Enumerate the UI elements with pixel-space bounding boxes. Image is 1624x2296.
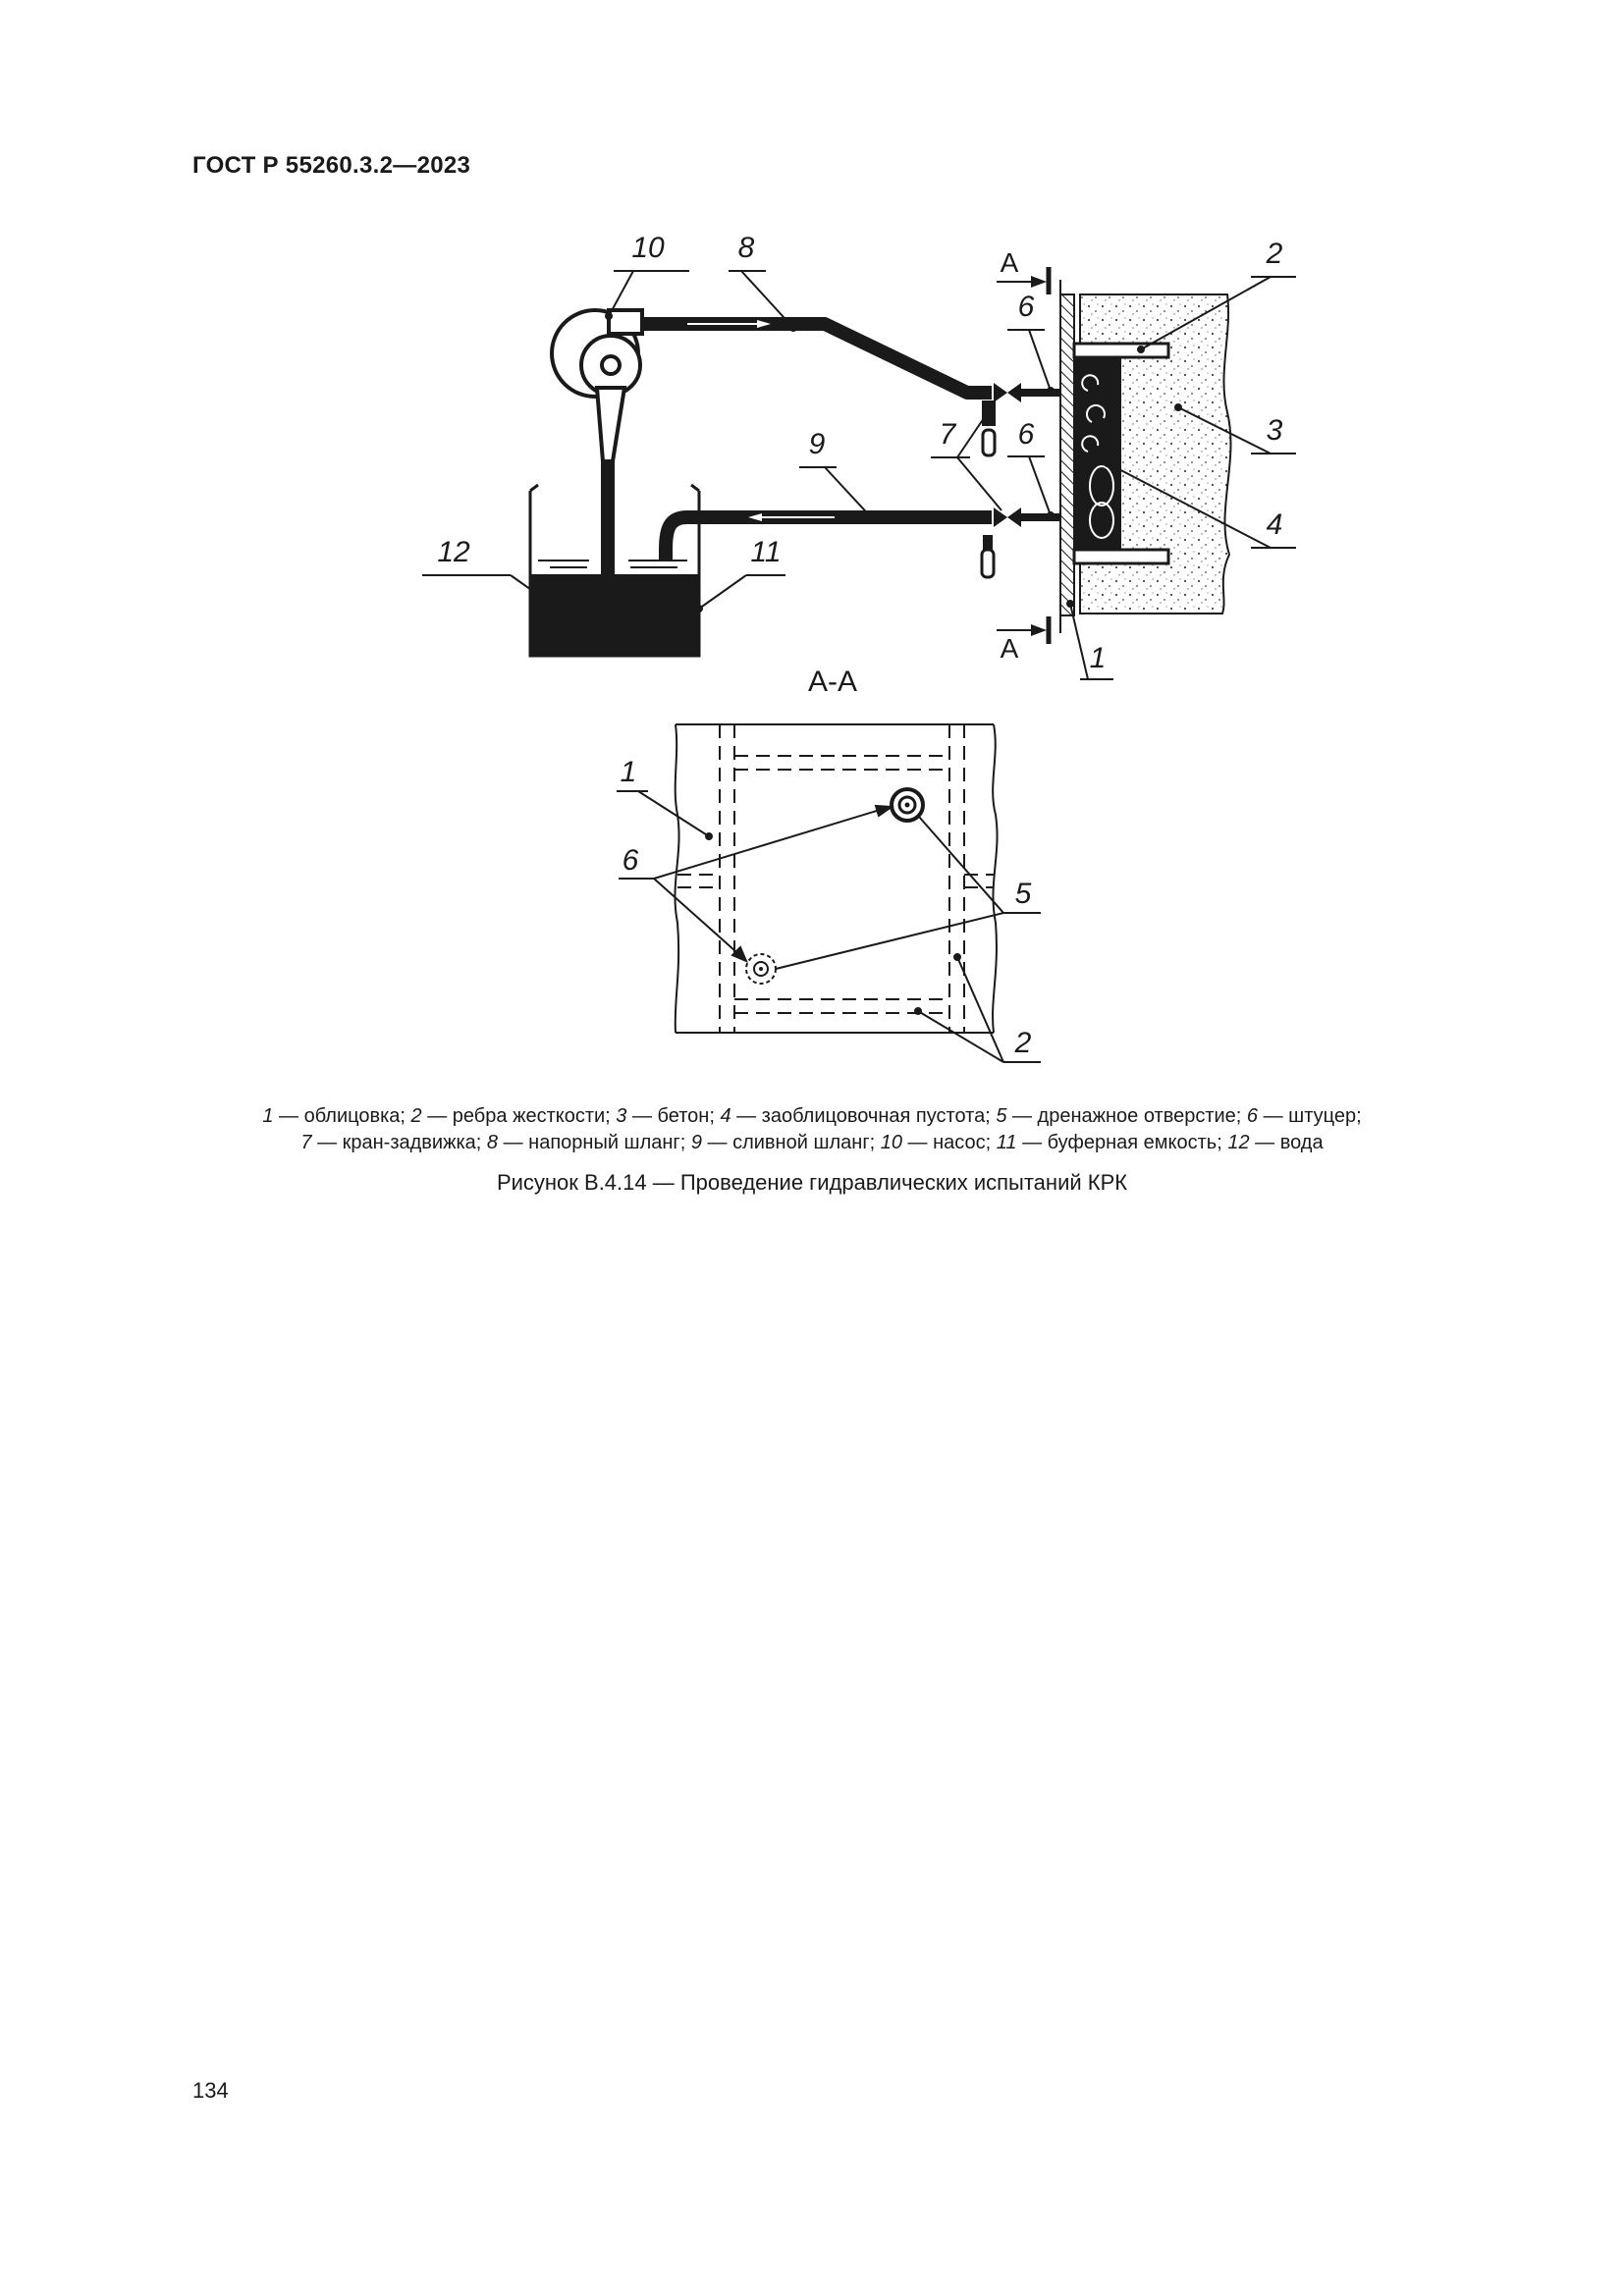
legend-text: — кран-задвижка; bbox=[311, 1132, 487, 1153]
legend-number: 10 bbox=[880, 1132, 902, 1153]
section-title: А-А bbox=[807, 666, 858, 698]
label-pressure-hose: 8 bbox=[737, 232, 755, 264]
section-mark-top: А bbox=[1000, 247, 1019, 278]
section-label-cladding: 1 bbox=[620, 756, 637, 788]
drain-hole-top-icon bbox=[892, 789, 923, 821]
pump-icon bbox=[552, 310, 642, 461]
legend-text: — буферная емкость; bbox=[1016, 1132, 1228, 1153]
legend-number: 3 bbox=[616, 1105, 627, 1127]
legend-text: — насос; bbox=[902, 1132, 997, 1153]
legend-number: 8 bbox=[486, 1132, 499, 1153]
legend-text: — вода bbox=[1249, 1132, 1324, 1153]
cladding-plate bbox=[1060, 294, 1074, 615]
water-fill bbox=[530, 574, 699, 656]
legend-number: 1 bbox=[262, 1105, 274, 1127]
label-fitting-bottom: 6 bbox=[1017, 418, 1035, 451]
label-tank: 11 bbox=[750, 536, 782, 568]
legend-number: 9 bbox=[690, 1132, 702, 1153]
label-pump: 10 bbox=[631, 232, 665, 264]
figure-legend bbox=[147, 1103, 1477, 1156]
label-fitting-top: 6 bbox=[1017, 291, 1035, 323]
legend-text: — штуцер; bbox=[1258, 1105, 1362, 1127]
legend-number: 6 bbox=[1246, 1105, 1259, 1127]
rib-bottom bbox=[1074, 550, 1168, 563]
label-water: 12 bbox=[437, 536, 470, 568]
page-number: 134 bbox=[192, 2078, 229, 2103]
legend-number: 4 bbox=[720, 1105, 731, 1127]
pressure-hose bbox=[642, 324, 992, 393]
section-label-ribs: 2 bbox=[1014, 1027, 1032, 1059]
label-concrete: 3 bbox=[1266, 414, 1283, 447]
legend-number: 11 bbox=[996, 1132, 1017, 1153]
rib-top bbox=[1074, 344, 1168, 357]
section-label-fittings: 6 bbox=[622, 844, 639, 877]
legend-text: — сливной шланг; bbox=[701, 1132, 881, 1153]
label-rib: 2 bbox=[1266, 238, 1283, 270]
section-mark-bottom: А bbox=[1000, 633, 1019, 664]
label-drain-hose: 9 bbox=[808, 428, 826, 460]
legend-text: — напорный шланг; bbox=[498, 1132, 691, 1153]
legend-text: — облицовка; bbox=[273, 1105, 411, 1127]
drain-hole-bottom-icon bbox=[746, 954, 776, 984]
legend-text: — заоблицовочная пустота; bbox=[731, 1105, 997, 1127]
legend-number: 5 bbox=[996, 1105, 1007, 1127]
document-header: ГОСТ Р 55260.3.2—2023 bbox=[192, 152, 471, 179]
label-valve: 7 bbox=[939, 418, 956, 451]
legend-number: 12 bbox=[1227, 1132, 1250, 1153]
void-area bbox=[1074, 357, 1121, 563]
legend-number: 2 bbox=[410, 1105, 422, 1127]
section-label-drain-holes: 5 bbox=[1014, 878, 1032, 910]
label-void: 4 bbox=[1266, 508, 1283, 541]
drain-hose bbox=[666, 517, 992, 560]
label-cladding: 1 bbox=[1089, 642, 1107, 674]
legend-line-1 bbox=[147, 1103, 1477, 1130]
section-aa-view bbox=[675, 724, 997, 1033]
legend-text: — дренажное отверстие; bbox=[1006, 1105, 1247, 1127]
figure-caption: Рисунок В.4.14 — Проведение гидравлических испытаний КРК bbox=[496, 1170, 1128, 1195]
legend-text: — бетон; bbox=[626, 1105, 721, 1127]
legend-number: 7 bbox=[300, 1132, 312, 1153]
legend-line-2 bbox=[147, 1130, 1477, 1156]
legend-text: — ребра жесткости; bbox=[421, 1105, 617, 1127]
